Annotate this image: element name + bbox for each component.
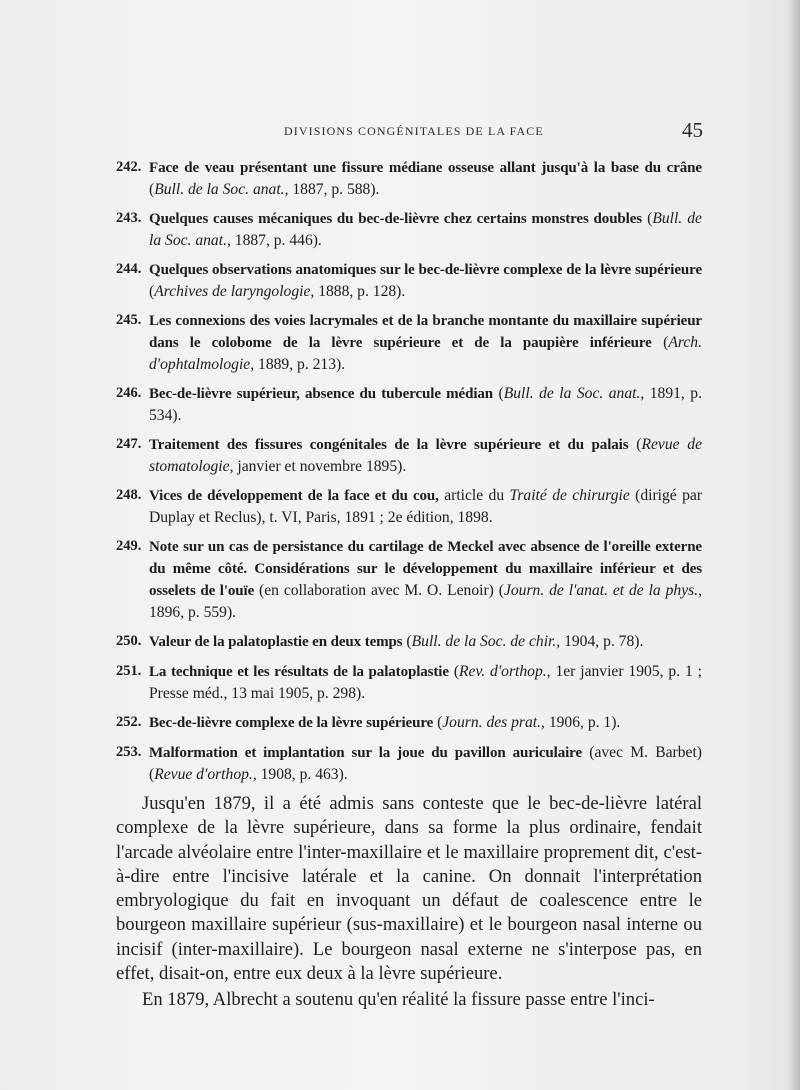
- bibliography-entry: [116, 383, 702, 426]
- entry-title: Quelques observations anatomiques sur le bec-de-lièvre complexe de la lèvre supérieure: [149, 262, 702, 278]
- entry-ref-post: , 1906, p. 1).: [541, 714, 621, 731]
- entry-ref-post: , 1887, p. 588).: [284, 181, 380, 198]
- page-header: [0, 118, 800, 142]
- bibliography-entry: [116, 434, 702, 477]
- entry-ref-pre: (: [448, 663, 460, 680]
- entry-ref-post: , 1er janvier 1905, p. 1 ; Presse méd., 13 mai 1905, p. 298).: [149, 663, 702, 702]
- entry-ref-post: , 1889, p. 213).: [250, 356, 346, 373]
- entry-number: 251.: [116, 663, 142, 679]
- entry-ref-journal: Revue de stomatologie,: [149, 436, 703, 475]
- entry-number: 248.: [116, 487, 142, 503]
- entry-number: 244.: [116, 261, 142, 277]
- entry-ref-journal: Bull. de la Soc. anat.: [154, 181, 285, 198]
- entry-ref-journal: Rev. d'orthop.: [459, 663, 547, 680]
- entry-title: Face de veau présentant une fissure médiane osseuse allant jusqu'à la base du crâne: [149, 160, 702, 176]
- bibliography-entry: [116, 536, 702, 623]
- body-paragraph: En 1879, Albrecht a soutenu qu'en réalité la fissure passe entre l'inci-: [142, 989, 655, 1011]
- entry-ref-journal: Journ. de l'anat. et de la phys.: [503, 582, 699, 599]
- entry-number: 245.: [116, 312, 142, 328]
- entry-ref-pre: (: [402, 633, 412, 650]
- body-paragraph: Jusqu'en 1879, il a été admis sans conteste que le bec-de-lièvre latéral complexe de la lèvre supérieure, dans sa forme la plus ordinaire, fendait l'arcade alvéolaire entre l'inter-maxillaire et le maxillaire proprement dit, c'est-à-dire entre l'incisive latérale et la canine. On donnait l'interprétation embryologique du fait en invoquant un défaut de coalescence entre le bourgeon maxillaire supérieur (sus-maxillaire) et le bourgeon nasal interne ou incisif (inter-maxillaire). Le bourgeon nasal externe ne s'interpose pas, en effet, disait-on, entre eux deux à la lèvre supérieure.: [116, 793, 702, 985]
- entry-number: 250.: [116, 633, 142, 649]
- entry-ref-pre: (: [493, 385, 504, 402]
- entry-ref-pre: (: [628, 436, 642, 453]
- entry-ref-journal: Bull. de la Soc. anat.: [503, 385, 641, 402]
- entry-ref-journal: Traité de chirurgie: [509, 487, 630, 504]
- bibliography-entry: [116, 208, 702, 251]
- entry-number: 249.: [116, 538, 142, 554]
- entry-number: 242.: [116, 159, 142, 175]
- entry-title: Traitement des fissures congénitales de la lèvre supérieure et du palais: [149, 437, 629, 453]
- bibliography-list: [116, 157, 702, 793]
- page-edge-shadow: [788, 0, 800, 1090]
- entry-title: Bec-de-lièvre supérieur, absence du tubercule médian: [149, 386, 494, 402]
- entry-title: Quelques causes mécaniques du bec-de-lièvre chez certains monstres doubles: [149, 211, 643, 227]
- entry-ref-pre: (: [651, 334, 669, 351]
- page-number: 45: [682, 118, 703, 142]
- bibliography-entry: [116, 157, 702, 200]
- entry-ref-journal: Arch. d'ophtalmologie: [149, 334, 702, 373]
- entry-ref-journal: Archives de laryngologie: [154, 283, 311, 300]
- entry-ref-pre: (: [149, 283, 155, 300]
- entry-ref-post: , 1887, p. 446).: [226, 232, 322, 249]
- bibliography-entry: [116, 310, 702, 375]
- entry-number: 243.: [116, 210, 142, 226]
- entry-ref-post: , 1908, p. 463).: [252, 766, 348, 783]
- bibliography-entry: [116, 631, 702, 653]
- entry-title: Les connexions des voies lacrymales et de la branche montante du maxillaire supérieur dans le colobome de la lèvre supérieure et de la paupière inférieure: [149, 313, 702, 351]
- entry-ref-post: (dirigé par Duplay et Reclus), t. VI, Paris, 1891 ; 2e édition, 1898.: [149, 487, 703, 526]
- running-head: DIVISIONS CONGÉNITALES DE LA FACE: [284, 124, 544, 138]
- bibliography-entry: [116, 712, 702, 734]
- entry-ref-journal: Bull. de la Soc. anat.: [149, 210, 702, 249]
- entry-ref-post: , 1891, p. 534).: [149, 385, 702, 424]
- bibliography-entry: [116, 259, 702, 302]
- entry-ref-pre: (en collaboration avec M. O. Lenoir) (: [254, 582, 504, 599]
- bibliography-entry: [116, 742, 702, 785]
- entry-ref-pre: (: [149, 181, 155, 198]
- entry-ref-journal: Bull. de la Soc. de chir.: [411, 633, 557, 650]
- entry-title: Bec-de-lièvre complexe de la lèvre supérieure: [149, 715, 434, 731]
- body-text: [116, 792, 702, 1013]
- entry-title: Valeur de la palatoplastie en deux temps: [149, 634, 403, 650]
- entry-title: Vices de développement de la face et du cou,: [149, 488, 439, 504]
- entry-ref-post: , 1888, p. 128).: [310, 283, 406, 300]
- entry-ref-post: , 1904, p. 78).: [556, 633, 644, 650]
- entry-ref-pre: (: [433, 714, 443, 731]
- entry-number: 252.: [116, 714, 142, 730]
- entry-title: Malformation et implantation sur la joue du pavillon auriculaire: [149, 745, 583, 761]
- entry-ref-post: , 1896, p. 559).: [149, 582, 702, 621]
- entry-ref-pre: article du: [438, 487, 510, 504]
- entry-ref-journal: Journ. des prat.: [442, 714, 542, 731]
- entry-number: 247.: [116, 436, 142, 452]
- bibliography-entry: [116, 661, 702, 704]
- entry-title: Note sur un cas de persistance du cartilage de Meckel avec absence de l'oreille externe du même côté. Considérations sur le développement du maxillaire inférieur et des osselets de l'ouïe: [149, 539, 702, 599]
- entry-ref-post: janvier et novembre 1895).: [233, 458, 407, 475]
- entry-title: La technique et les résultats de la palatoplastie: [149, 664, 449, 680]
- entry-ref-pre: (: [642, 210, 653, 227]
- entry-ref-journal: Revue d'orthop.: [154, 766, 253, 783]
- bibliography-entry: [116, 485, 702, 528]
- entry-number: 253.: [116, 744, 142, 760]
- entry-ref-pre: (avec M. Barbet) (: [149, 744, 702, 783]
- entry-number: 246.: [116, 385, 142, 401]
